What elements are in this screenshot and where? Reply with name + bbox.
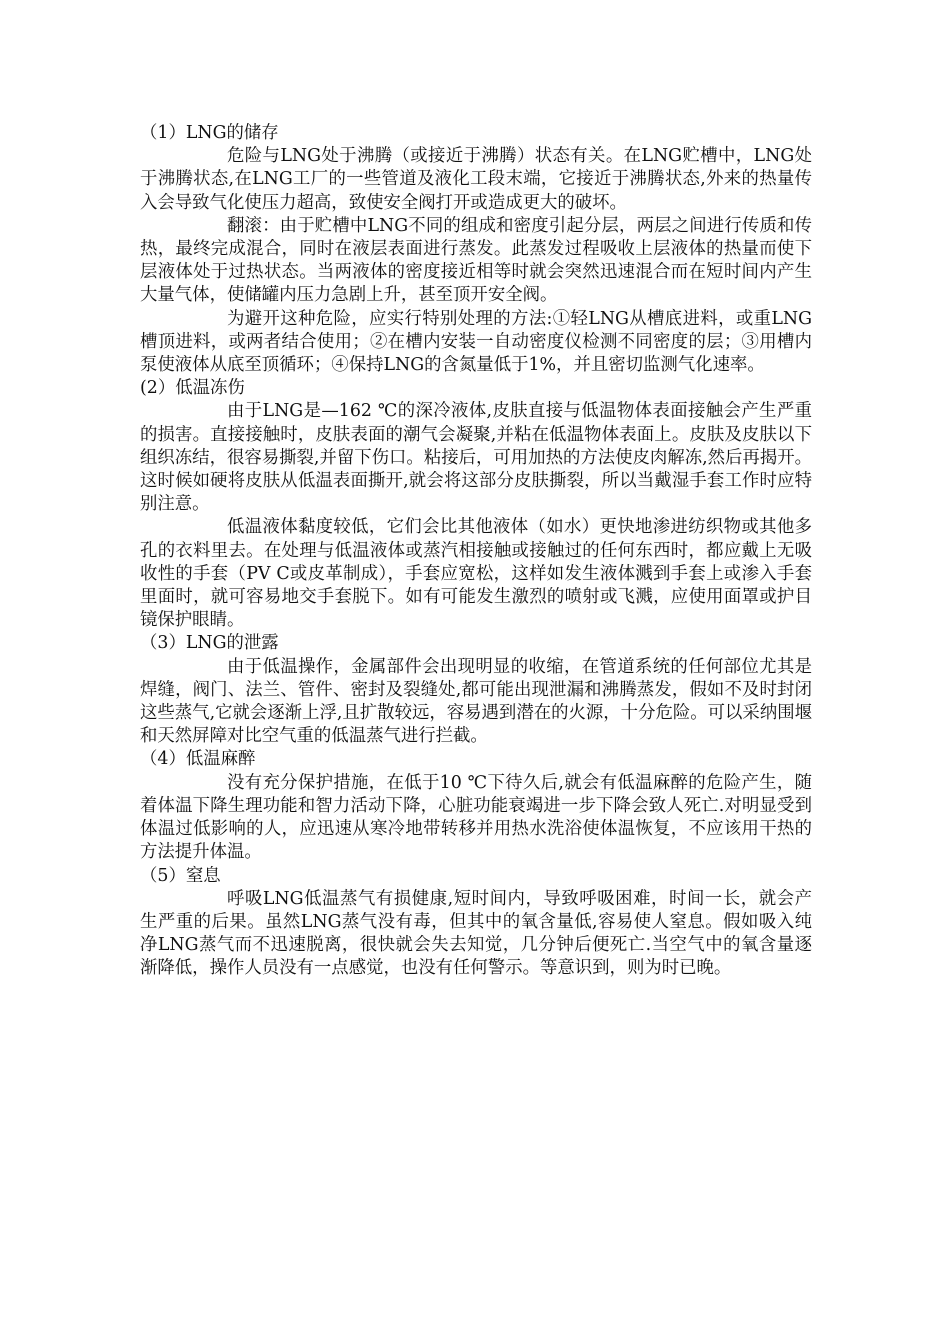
paragraph: 由于LNG是—162 ℃的深冷液体,皮肤直接与低温物体表面接触会产生严重的损害。直接接触时，皮肤表面的潮气会凝聚,并粘在低温物体表面上。皮肤及皮肤以下组织冻结，很容易撕裂,并留下伤口。粘接后，可用加热的方法使皮肉解冻,然后再揭开。这时候如硬将皮肤从低温表面撕开,就会将这部分皮肤撕裂，所以当戴湿手套工作时应特别注意。 [140,401,812,515]
document-body [140,122,812,981]
paragraph: 低温液体黏度较低，它们会比其他液体（如水）更快地渗进纺织物或其他多孔的衣料里去。在处理与低温液体或蒸汽相接触或接触过的任何东西时，都应戴上无吸收性的手套（PV C或皮革制成），手套应宽松，这样如发生液体溅到手套上或渗入手套里面时，就可容易地交手套脱下。如有可能发生激烈的喷射或飞溅，应使用面罩或护目镜保护眼睛。 [140,517,812,631]
paragraph: 翻滚：由于贮槽中LNG不同的组成和密度引起分层，两层之间进行传质和传热，最终完成混合，同时在液层表面进行蒸发。此蒸发过程吸收上层液体的热量而使下层液体处于过热状态。当两液体的密度接近相等时就会突然迅速混合而在短时间内产生大量气体，使储罐内压力急剧上升，甚至顶开安全阀。 [140,215,812,306]
paragraph: 危险与LNG处于沸腾（或接近于沸腾）状态有关。在LNG贮槽中，LNG处于沸腾状态,在LNG工厂的一些管道及液化工段末端，它接近于沸腾状态,外来的热量传入会导致气化使压力超高，致使安全阀打开或造成更大的破坏。 [140,146,812,213]
section-low-temp-anesthesia [140,748,812,864]
paragraph: 没有充分保护措施，在低于10 ℃下待久后,就会有低温麻醉的危险产生，随着体温下降生理功能和智力活动下降，心脏功能衰竭进一步下降会致人死亡.对明显受到体温过低影响的人，应迅速从寒冷地带转移并用热水洗浴使体温恢复，不应该用干热的方法提升体温。 [140,772,812,863]
section-heading: （4）低温麻醉 [140,749,256,770]
section-lng-storage [140,122,812,377]
section-heading: （3）LNG的泄露 [140,633,279,654]
paragraph: 由于低温操作，金属部件会出现明显的收缩，在管道系统的任何部位尤其是焊缝，阀门、法兰、管件、密封及裂缝处,都可能出现泄漏和沸腾蒸发，假如不及时封闭这些蒸气,它就会逐渐上浮,且扩散较远，容易遇到潜在的火源，十分危险。可以采纳围堰和天然屏障对比空气重的低温蒸气进行拦截。 [140,656,812,747]
section-lng-leakage [140,632,812,748]
section-suffocation [140,865,812,981]
section-heading: (2）低温冻伤 [140,378,245,399]
section-low-temp-frostbite [140,377,812,632]
paragraph: 呼吸LNG低温蒸气有损健康,短时间内，导致呼吸困难，时间一长，就会产生严重的后果。虽然LNG蒸气没有毒，但其中的氧含量低,容易使人窒息。假如吸入纯净LNG蒸气而不迅速脱离，很快就会失去知觉，几分钟后便死亡.当空气中的氧含量逐渐降低，操作人员没有一点感觉，也没有任何警示。等意识到，则为时已晚。 [140,888,812,979]
section-heading: （5）窒息 [140,865,221,886]
section-heading: （1）LNG的储存 [140,123,279,143]
paragraph: 为避开这种危险，应实行特别处理的方法:①轻LNG从槽底进料，或重LNG槽顶进料，或两者结合使用；②在槽内安装一自动密度仪检测不同密度的层；③用槽内泵使液体从底至顶循环；④保持LNG的含氮量低于1%，并且密切监测气化速率。 [140,308,812,376]
